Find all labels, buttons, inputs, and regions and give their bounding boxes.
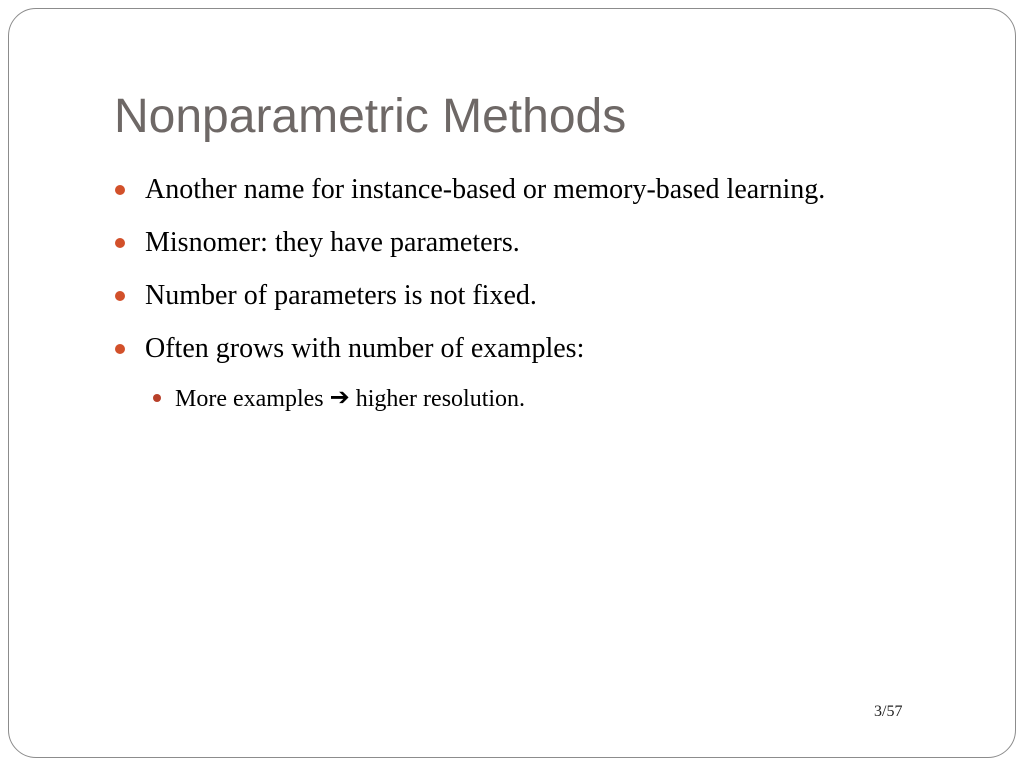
page-number: 3/57 bbox=[874, 703, 903, 720]
sub-bullet-text-before: More examples bbox=[175, 386, 324, 412]
right-arrow-icon: ➔ bbox=[329, 383, 350, 411]
bullet-list bbox=[9, 9, 1015, 757]
bullet-text: Number of parameters is not fixed. bbox=[145, 280, 537, 311]
bullet-dot-icon bbox=[115, 291, 125, 301]
bullet-dot-icon bbox=[115, 344, 125, 354]
slide-title: Nonparametric Methods bbox=[114, 90, 627, 143]
bullet-text: Misnomer: they have parameters. bbox=[145, 227, 520, 258]
sub-bullet-dot-icon bbox=[153, 394, 161, 402]
bullet-text: Often grows with number of examples: bbox=[145, 333, 585, 364]
sub-bullet-text-after: higher resolution. bbox=[355, 386, 526, 412]
slide-frame bbox=[8, 8, 1016, 758]
bullet-dot-icon bbox=[115, 185, 125, 195]
sub-bullet-text bbox=[175, 383, 525, 414]
bullet-text: Another name for instance-based or memory-based learning. bbox=[145, 174, 826, 205]
bullet-dot-icon bbox=[115, 238, 125, 248]
